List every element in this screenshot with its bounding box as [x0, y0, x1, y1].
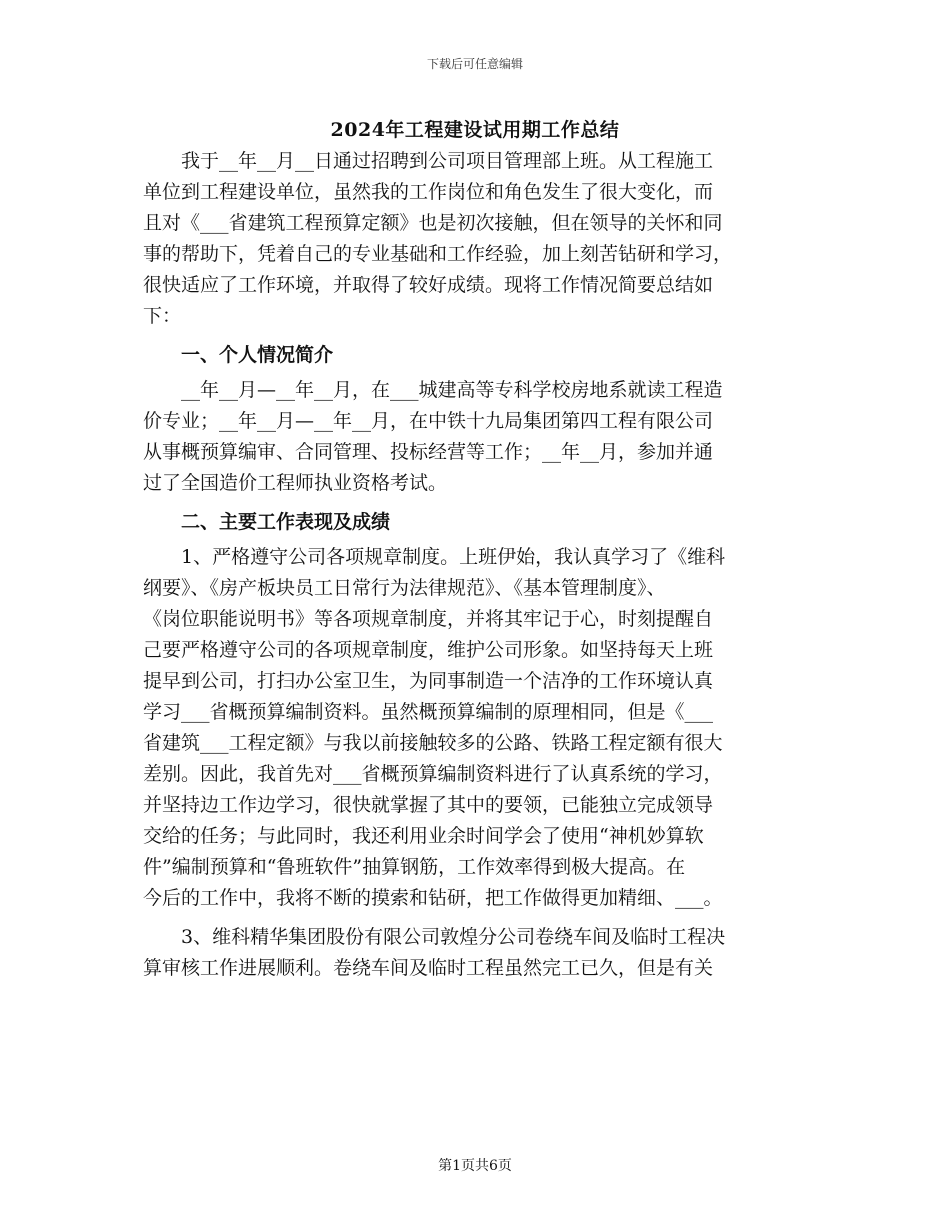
text-line: 件”编制预算和“鲁班软件”抽算钢筋，工作效率得到极大提高。在 — [143, 856, 686, 878]
text-line: 下： — [143, 305, 182, 327]
text-line: 价专业；__年__月—__年__月，在中铁十九局集团第四工程有限公司 — [143, 410, 714, 432]
page-number: 第1页共6页 — [438, 1158, 512, 1174]
text-line: 纲要》、《房产板块员工日常行为法律规范》、《基本管理制度》、 — [143, 577, 666, 599]
page-header-note: 下载后可任意编辑 — [426, 57, 523, 71]
section-heading-performance: 二、主要工作表现及成绩 — [181, 511, 391, 533]
text-line: 省建筑___工程定额》与我以前接触较多的公路、铁路工程定额有很大 — [143, 732, 723, 754]
text-line: 《岗位职能说明书》等各项规章制度，并将其牢记于心，时刻提醒自 — [143, 608, 714, 630]
text-line: 从事概预算编审、合同管理、投标经营等工作；__年__月，参加并通 — [143, 441, 714, 463]
document-title: 2024年工程建设试用期工作总结 — [330, 119, 620, 141]
text-line: 交给的任务；与此同时，我还利用业余时间学会了使用“神机妙算软 — [143, 825, 704, 847]
text-line: 1、严格遵守公司各项规章制度。上班伊始，我认真学习了《维科 — [181, 546, 726, 568]
document-body — [143, 146, 803, 984]
paragraph-intro — [143, 146, 803, 332]
section-heading-personal: 一、个人情况简介 — [181, 344, 334, 366]
text-line: 算审核工作进展顺利。卷绕车间及临时工程虽然完工已久，但是有关 — [143, 957, 714, 979]
text-line: 学习___省概预算编制资料。虽然概预算编制的原理相同，但是《___ — [143, 701, 714, 723]
text-line: 我于__年__月__日通过招聘到公司项目管理部上班。从工程施工 — [181, 150, 714, 172]
paragraph-personal — [143, 375, 803, 499]
paragraph-performance — [143, 542, 803, 914]
text-line: 事的帮助下，凭着自己的专业基础和工作经验，加上刻苦钻研和学习， — [143, 243, 733, 265]
text-line: 差别。因此，我首先对___省概预算编制资料进行了认真系统的学习， — [143, 763, 723, 785]
text-line: 提早到公司，打扫办公室卫生，为同事制造一个洁净的工作环境认真 — [143, 670, 714, 692]
text-line: 单位到工程建设单位，虽然我的工作岗位和角色发生了很大变化，而 — [143, 181, 714, 203]
text-line: 很快适应了工作环境，并取得了较好成绩。现将工作情况简要总结如 — [143, 274, 714, 296]
text-line: 3、维科精华集团股份有限公司敦煌分公司卷绕车间及临时工程决 — [181, 926, 726, 948]
text-line: 过了全国造价工程师执业资格考试。 — [143, 472, 448, 494]
text-line: 己要严格遵守公司的各项规章制度，维护公司形象。如坚持每天上班 — [143, 639, 714, 661]
text-line: __年__月—__年__月，在___城建高等专科学校房地系就读工程造 — [181, 379, 723, 401]
text-line: 今后的工作中，我将不断的摸索和钻研，把工作做得更加精细、___。 — [143, 887, 723, 909]
paragraph-settlement — [143, 922, 803, 984]
text-line: 并坚持边工作边学习，很快就掌握了其中的要领，已能独立完成领导 — [143, 794, 714, 816]
text-line: 且对《___省建筑工程预算定额》也是初次接触，但在领导的关怀和同 — [143, 212, 723, 234]
